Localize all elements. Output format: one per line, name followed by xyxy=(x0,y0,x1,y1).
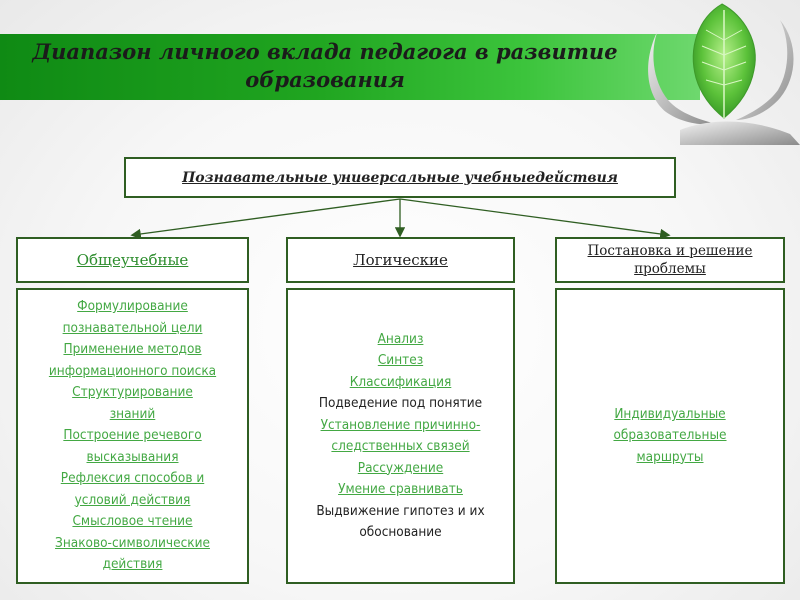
header-problem-solving xyxy=(555,237,785,283)
list-item[interactable]: Знаково-символические xyxy=(55,534,210,551)
list-item[interactable]: Смысловое чтение xyxy=(72,513,193,529)
root-label: Познавательные универсальные учебныедействия xyxy=(182,169,618,186)
list-item[interactable]: Рассуждение xyxy=(357,459,444,476)
column-problem-solving xyxy=(555,288,785,584)
list-item[interactable]: высказывания xyxy=(86,448,179,465)
header-problem-line-1: Постановка и решение xyxy=(587,243,753,259)
list-item[interactable]: Структурирование xyxy=(72,384,193,400)
list-item[interactable]: действия xyxy=(102,556,163,572)
list-item[interactable]: знаний xyxy=(109,405,156,422)
header-logical xyxy=(286,237,515,283)
header-general[interactable] xyxy=(16,237,249,283)
list-item[interactable]: Синтез xyxy=(377,352,424,368)
list-item[interactable]: Анализ xyxy=(377,330,424,347)
list-item: обоснование xyxy=(359,524,442,540)
list-item[interactable]: Индивидуальные xyxy=(614,405,726,422)
list-item[interactable]: Классификация xyxy=(349,373,452,390)
list-item[interactable]: Рефлексия способов и xyxy=(60,470,205,486)
list-item[interactable]: образовательные xyxy=(613,427,727,444)
list-item[interactable]: информационного поиска xyxy=(48,362,217,379)
title-line-1: Диапазон личного вклада педагога в развитие xyxy=(32,39,618,64)
list-item[interactable]: маршруты xyxy=(636,448,704,465)
root-box xyxy=(124,157,676,198)
arrow-to-general xyxy=(133,199,400,235)
arrow-to-problem xyxy=(400,199,668,235)
list-item[interactable]: следственных связей xyxy=(331,438,470,454)
list-item[interactable]: условий действия xyxy=(74,491,191,508)
list-item[interactable]: Установление причинно- xyxy=(320,416,481,433)
header-general-label[interactable]: Общеучебные xyxy=(76,251,189,269)
header-logical-label: Логические xyxy=(353,251,448,269)
header-problem-line-2: проблемы xyxy=(634,261,706,277)
list-item[interactable]: Построение речевого xyxy=(63,427,202,443)
list-item[interactable]: Формулирование xyxy=(77,298,188,314)
column-logical xyxy=(286,288,515,584)
page-title xyxy=(0,38,650,94)
list-item[interactable]: познавательной цели xyxy=(62,319,203,336)
list-item: Подведение под понятие xyxy=(318,395,483,411)
list-item[interactable]: Применение методов xyxy=(63,341,202,357)
column-general xyxy=(16,288,249,584)
list-item: Выдвижение гипотез и их xyxy=(316,502,485,519)
hands-with-leaf-image xyxy=(640,0,800,145)
title-line-2: образования xyxy=(245,67,405,92)
list-item[interactable]: Умение сравнивать xyxy=(338,481,463,497)
